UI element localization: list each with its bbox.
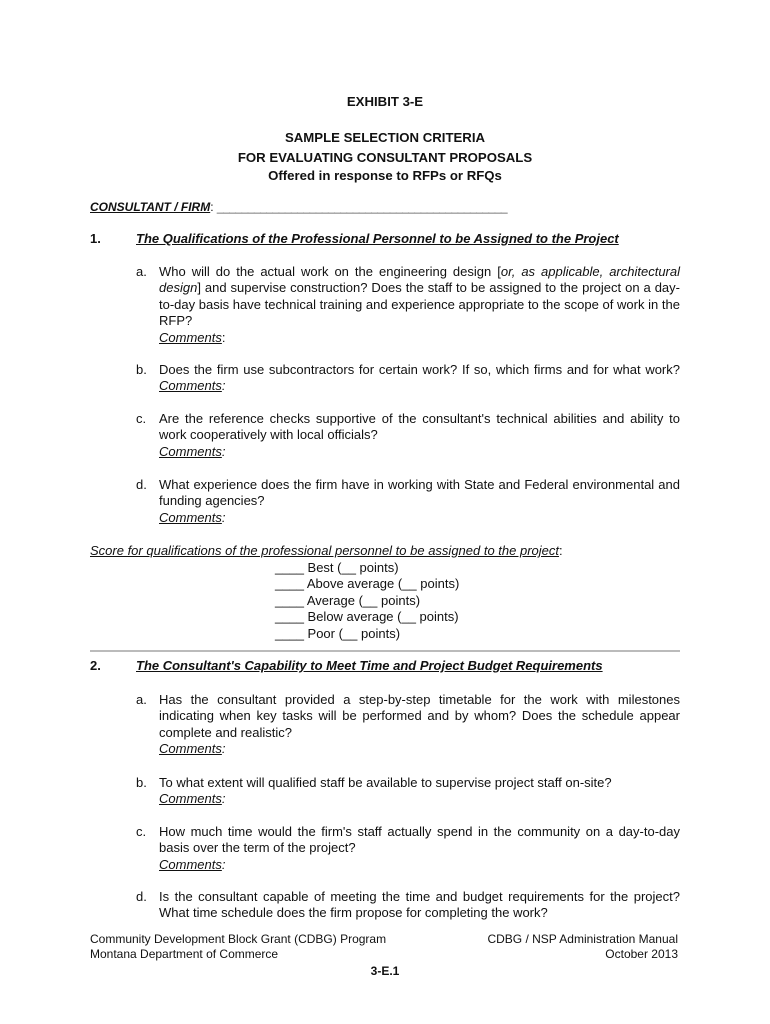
- score-option-best: ____ Best (__ points): [275, 560, 399, 575]
- section-2-item-a-text: Has the consultant provided a step-by-step timetable for the work with milestones indicating when key tasks will be performed and by whom? Does the schedule appear complete and realistic?: [159, 692, 680, 740]
- section-1-item-a-text-italic: or, as applicable, architectural design: [159, 264, 681, 296]
- section-1-item-a-comments: Comments: [159, 329, 222, 345]
- section-1-item-d-letter: d.: [136, 477, 147, 492]
- footer-program: Community Development Block Grant (CDBG) Program: [90, 932, 387, 946]
- title-line-1: SAMPLE SELECTION CRITERIA: [284, 130, 486, 145]
- section-2-item-d: [159, 889, 680, 922]
- section-2-item-a-comments-colon: :: [221, 741, 226, 757]
- section-1-item-b: [159, 362, 680, 395]
- section-2-item-c-text: How much time would the firm's staff actually spend in the community on a day-to-day basis over the term of the project?: [159, 824, 680, 856]
- section-1-number: 1.: [90, 231, 101, 246]
- consultant-firm-row: [90, 199, 507, 215]
- section-1-score-colon: :: [559, 543, 563, 558]
- section-1-item-c-comments-colon: :: [221, 443, 226, 459]
- exhibit-label: EXHIBIT 3-E: [346, 94, 424, 109]
- section-1-heading: The Qualifications of the Professional Personnel to be Assigned to the Project: [136, 231, 619, 246]
- section-1-item-d: [159, 477, 680, 526]
- score-option-below-average: ____ Below average (__ points): [275, 609, 459, 624]
- section-1-item-b-comments: Comments: [159, 378, 222, 394]
- section-2-item-b-comments: Comments: [159, 791, 222, 807]
- section-1-score-label-row: [90, 543, 563, 559]
- section-2-item-b-comments-colon: :: [221, 791, 226, 807]
- section-1-item-d-comments-colon: :: [221, 509, 226, 525]
- footer-left: [90, 932, 386, 962]
- section-2-item-c-comments-colon: :: [221, 856, 226, 872]
- footer-department: Montana Department of Commerce: [90, 947, 279, 961]
- section-1-item-a-text-2: ] and supervise construction? Does the staff to be assigned to the project on a day-to-day basis have technical training and experience appropriate to the scope of work in the RFP?: [159, 280, 680, 329]
- score-option-above-average: ____ Above average (__ points): [275, 576, 460, 591]
- section-1-item-a-comments-colon: :: [221, 329, 226, 345]
- section-2-item-a: [159, 692, 680, 758]
- footer-right: [487, 932, 678, 962]
- section-1-item-b-comments-colon: :: [221, 378, 226, 394]
- consultant-firm-colon: :: [210, 200, 214, 214]
- section-1-item-c-comments: Comments: [159, 443, 222, 459]
- section-1-item-c: [159, 411, 680, 460]
- title-line-3: Offered in response to RFPs or RFQs: [268, 168, 502, 183]
- page-number: 3-E.1: [370, 964, 400, 978]
- section-2-item-c-letter: c.: [136, 824, 147, 839]
- section-1-item-d-text: What experience does the firm have in working with State and Federal environmental and funding agencies?: [159, 477, 680, 509]
- section-2-item-d-letter: d.: [136, 889, 147, 904]
- section-2-number: 2.: [90, 658, 101, 673]
- footer-manual: CDBG / NSP Administration Manual: [487, 932, 678, 946]
- section-1-item-c-letter: c.: [136, 411, 147, 426]
- section-1-item-a: [159, 264, 680, 346]
- section-2-item-a-comments: Comments: [159, 741, 222, 757]
- section-1-item-b-letter: b.: [136, 362, 147, 377]
- section-1-item-a-text-1: Who will do the actual work on the engineering design [: [159, 264, 501, 279]
- section-2-item-c: [159, 824, 680, 873]
- section-2-item-a-letter: a.: [136, 692, 147, 707]
- section-1-item-d-comments: Comments: [159, 509, 222, 525]
- score-option-poor: ____ Poor (__ points): [275, 626, 401, 641]
- consultant-firm-label: CONSULTANT / FIRM: [90, 200, 211, 214]
- section-2-item-b-text: To what extent will qualified staff be available to supervise project staff on-site?: [159, 775, 612, 790]
- section-2-item-b: [159, 775, 680, 808]
- section-1-item-c-text: Are the reference checks supportive of the consultant's technical abilities and ability to work cooperatively with local officials?: [159, 411, 680, 443]
- title-line-2: FOR EVALUATING CONSULTANT PROPOSALS: [237, 150, 533, 165]
- section-divider: [90, 650, 680, 652]
- section-2-item-b-letter: b.: [136, 775, 147, 790]
- section-1-item-a-letter: a.: [136, 264, 147, 279]
- consultant-firm-blank: _______________________________________________: [216, 200, 508, 214]
- section-1-item-b-text: Does the firm use subcontractors for certain work? If so, which firms and for what work?: [159, 362, 680, 377]
- section-1-score-label: Score for qualifications of the professional personnel to be assigned to the project: [90, 543, 560, 558]
- section-2-heading: The Consultant's Capability to Meet Time and Project Budget Requirements: [136, 658, 603, 673]
- footer-date: October 2013: [605, 947, 678, 961]
- section-2-item-d-text: Is the consultant capable of meeting the time and budget requirements for the project? What time schedule does the firm propose for completing the work?: [159, 889, 680, 921]
- score-option-average: ____ Average (__ points): [275, 593, 421, 608]
- section-2-item-c-comments: Comments: [159, 856, 222, 872]
